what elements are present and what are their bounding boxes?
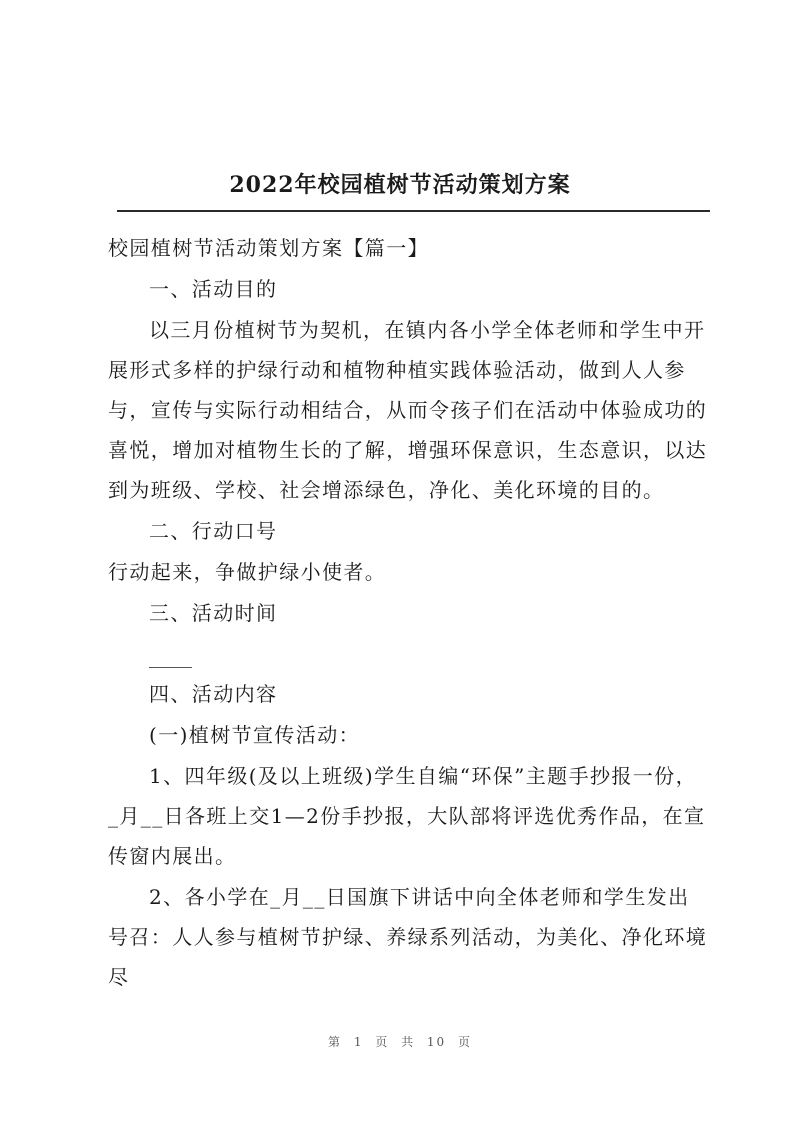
title-divider <box>117 210 710 212</box>
paragraph-slogan: 行动起来，争做护绿小使者。 <box>108 560 387 584</box>
document-title: 2022年校园植树节活动策划方案 <box>229 172 571 198</box>
document-body <box>108 228 708 998</box>
subheading-publicity: (一)植树节宣传活动： <box>149 723 361 747</box>
time-blank-line <box>149 639 192 668</box>
page-footer: 第 1 页 共 10 页 <box>328 1035 472 1049</box>
heading-content: 四、活动内容 <box>149 682 278 706</box>
heading-slogan: 二、行动口号 <box>149 519 278 543</box>
heading-time: 三、活动时间 <box>149 601 278 625</box>
list-item-1: 1、四年级(及以上班级)学生自编“环保”主题手抄报一份，_月__日各班上交1—2份手抄报，大队部将评选优秀作品，在宣传窗内展出。 <box>108 764 706 868</box>
list-item-2: 2、各小学在_月__日国旗下讲话中向全体老师和学生发出号召：人人参与植树节护绿、养绿系列活动，为美化、净化环境尽 <box>108 885 708 989</box>
heading-purpose: 一、活动目的 <box>149 277 278 301</box>
section-title: 校园植树节活动策划方案【篇一】 <box>108 236 429 260</box>
paragraph-purpose: 以三月份植树节为契机，在镇内各小学全体老师和学生中开展形式多样的护绿行动和植物种植实践体验活动，做到人人参与，宣传与实际行动相结合，从而令孩子们在活动中体验成功的喜悦，增加对植物生长的了解，增强环保意识，生态意识，以达到为班级、学校、社会增添绿色，净化、美化环境的目的。 <box>108 318 708 502</box>
